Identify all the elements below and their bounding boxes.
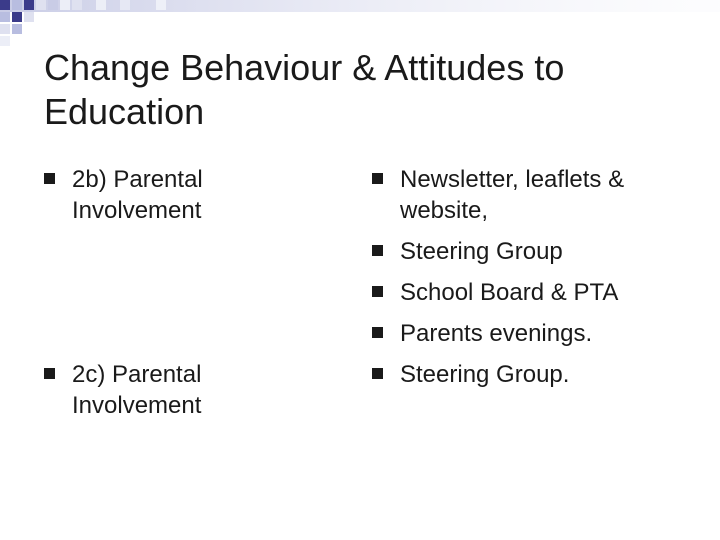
list-item-text: Steering Group	[400, 238, 563, 265]
left-bullet-list	[44, 164, 324, 464]
slide-title	[44, 46, 684, 134]
list-item-line-1: 2c) Parental	[72, 361, 202, 388]
square-bullet-icon	[44, 173, 55, 184]
list-item-text: Parents evenings.	[400, 320, 593, 347]
list-item-line-2: Involvement	[72, 392, 202, 419]
title-line-2: Education	[44, 91, 205, 132]
square-bullet-icon	[372, 327, 383, 338]
square-bullet-icon	[372, 368, 383, 379]
list-item-line-1: Newsletter, leaflets &	[400, 166, 625, 193]
square-bullet-icon	[372, 245, 383, 256]
square-bullet-icon	[372, 286, 383, 297]
list-item-line-2: Involvement	[72, 197, 202, 224]
strip-band	[0, 0, 720, 12]
list-item-text: Steering Group.	[400, 361, 570, 388]
decorative-checker-strip	[0, 0, 720, 48]
list-item-line-2: website,	[400, 197, 489, 224]
square-bullet-icon	[44, 368, 55, 379]
right-bullet-list	[372, 164, 702, 404]
title-line-1: Change Behaviour & Attitudes to	[44, 47, 565, 88]
square-bullet-icon	[372, 173, 383, 184]
list-item-line-1: 2b) Parental	[72, 166, 203, 193]
list-item-text: School Board & PTA	[400, 279, 619, 306]
